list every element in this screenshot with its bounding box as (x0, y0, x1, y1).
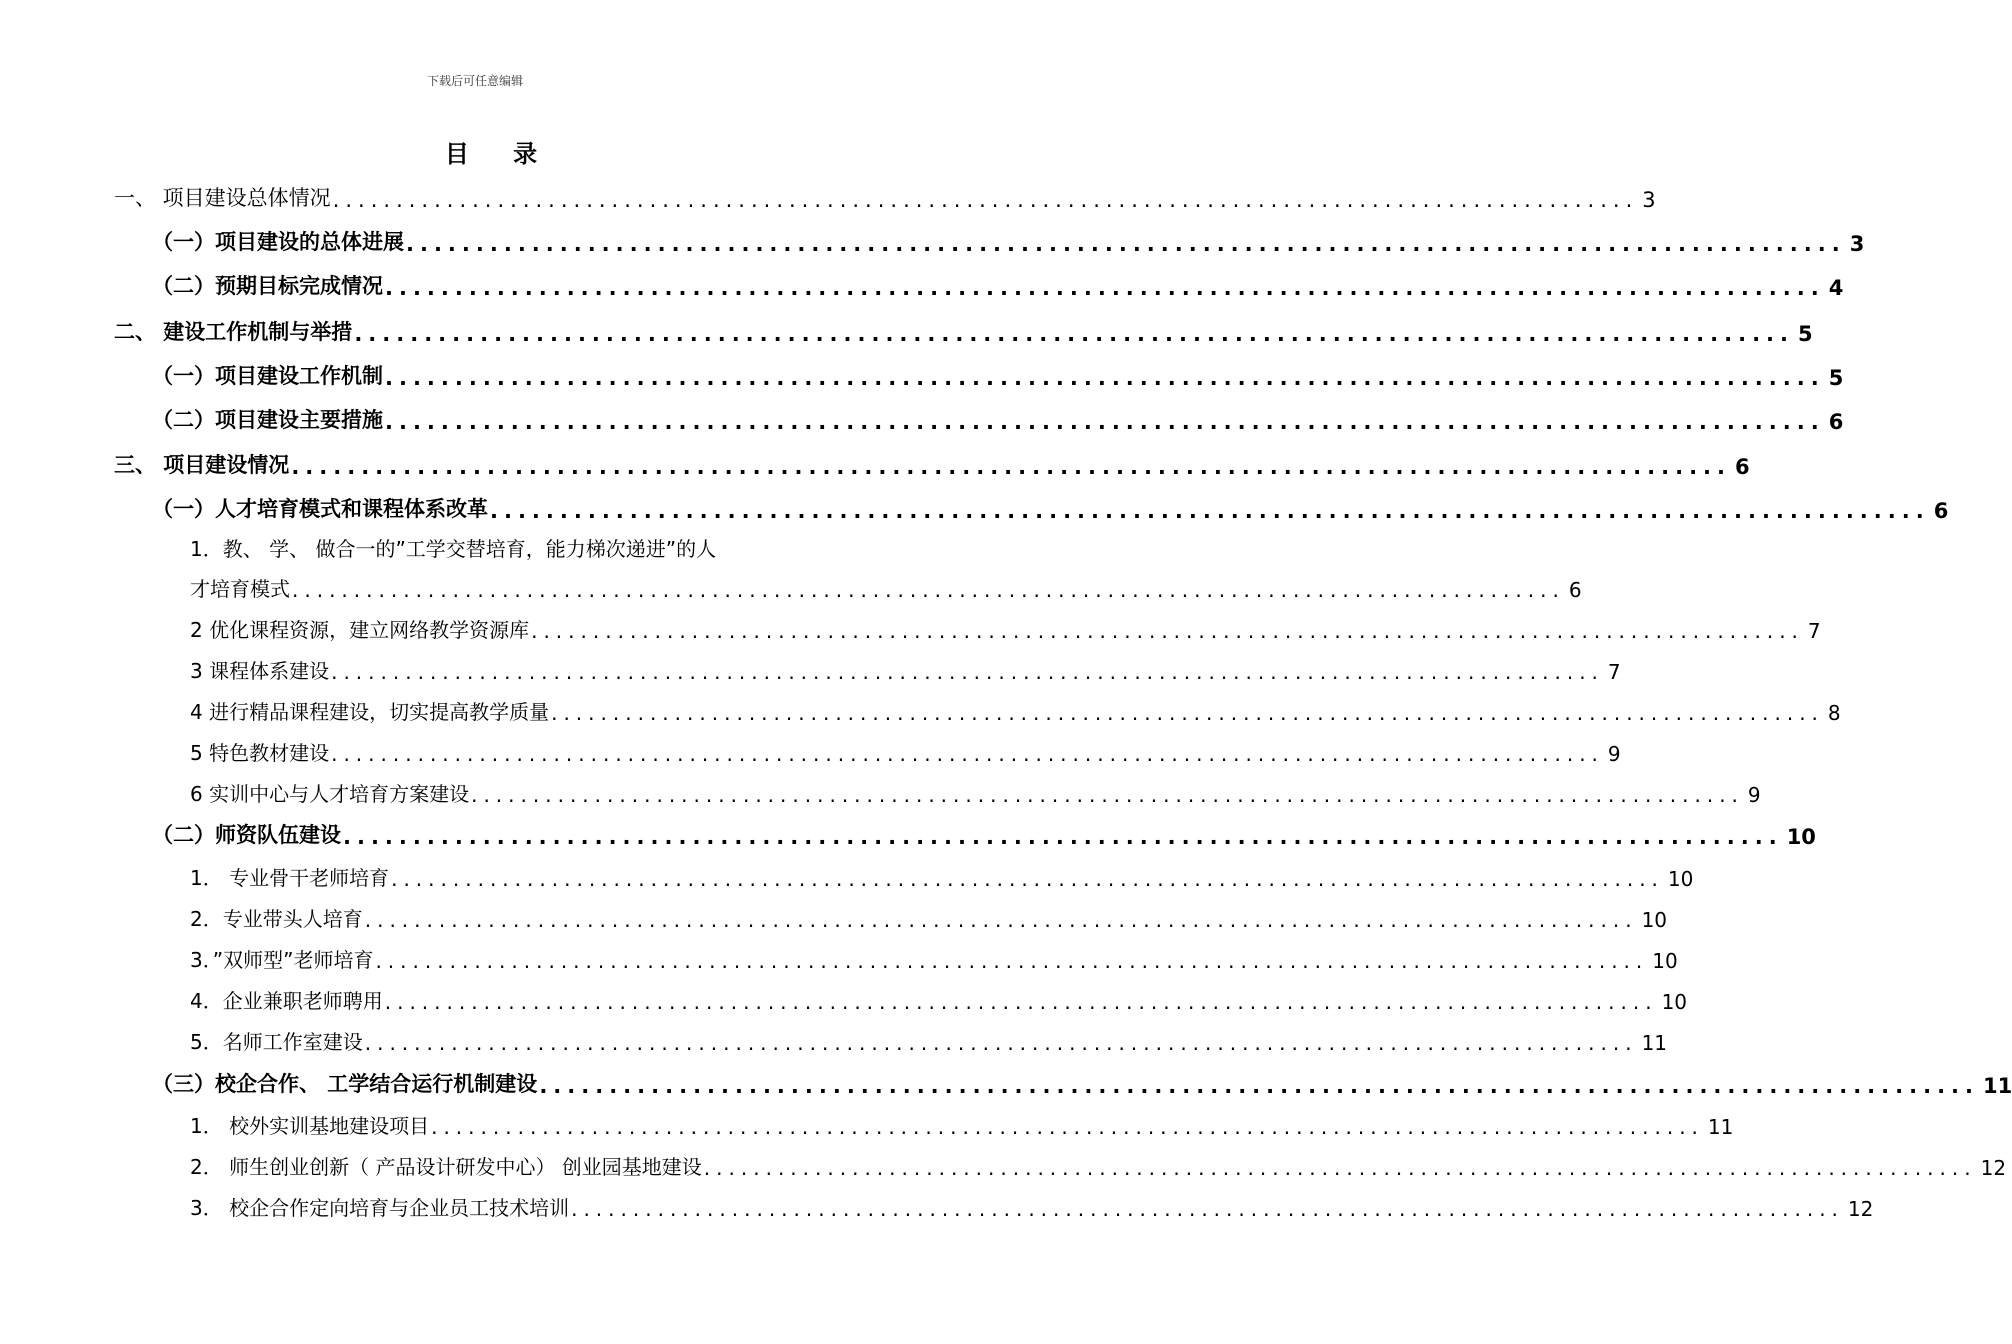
toc-leader-dots: ....................................................................................................... (551, 701, 1824, 725)
toc-leader-dots: ....................................................................................................... (406, 232, 1846, 256)
toc-page-number: 4 (1828, 276, 1844, 300)
toc-page-number: 11 (1707, 1115, 1734, 1139)
toc-entry[interactable] (0, 773, 1761, 807)
toc-entry[interactable] (0, 980, 1688, 1014)
toc-leader-dots: ....................................................................................................... (292, 578, 1565, 602)
toc-label: （二）项目建设主要措施 (152, 408, 383, 432)
toc-entry[interactable] (0, 312, 1813, 346)
toc-leader-dots: ....................................................................................................... (431, 1115, 1704, 1139)
toc-leader-dots: ....................................................................................................... (384, 990, 1658, 1014)
toc-entry[interactable] (0, 489, 1949, 523)
toc-label: 1． 校外实训基地建设项目 (190, 1114, 430, 1138)
toc-label: 5．名师工作室建设 (190, 1030, 363, 1054)
toc-entry[interactable] (0, 1105, 1734, 1139)
toc-label: （三）校企合作、 工学结合运行机制建设 (152, 1072, 538, 1096)
toc-page-number: 12 (1980, 1156, 2007, 1180)
toc-label: 3 课程体系建设 (190, 659, 330, 683)
toc-entry[interactable] (0, 1187, 1874, 1221)
toc-entry[interactable] (0, 266, 1844, 300)
toc-leader-dots: ....................................................................................................... (364, 1031, 1638, 1055)
toc-leader-dots: ....................................................................................................... (364, 908, 1638, 932)
toc-entry[interactable] (0, 1064, 2012, 1098)
toc-label: 4 进行精品课程建设，切实提高教学质量 (190, 700, 550, 724)
toc-label: 三、 项目建设情况 (114, 453, 290, 477)
toc-page-number: 3 (1642, 188, 1656, 212)
toc-label: （一）项目建设工作机制 (152, 364, 383, 388)
toc-leader-dots: ....................................................................................................... (331, 660, 1604, 684)
toc-label: 6 实训中心与人才培育方案建设 (190, 782, 470, 806)
toc-page-number: 9 (1747, 783, 1761, 807)
toc-leader-dots: ....................................................................................................... (332, 188, 1639, 212)
toc-label: 2 优化课程资源，建立网络教学资源库 (190, 618, 530, 642)
toc-leader-dots: ....................................................................................................... (531, 619, 1804, 643)
toc-entry[interactable] (0, 356, 1844, 390)
toc-leader-dots: ....................................................................................................... (375, 949, 1649, 973)
page-header: 下载后可任意编辑 (426, 74, 523, 88)
toc-page-number: 8 (1827, 701, 1841, 725)
toc-leader-dots: ....................................................................................................... (343, 825, 1783, 849)
toc-entry[interactable] (0, 857, 1694, 891)
toc-label: 二、 建设工作机制与举措 (114, 320, 353, 344)
toc-entry[interactable] (0, 898, 1668, 932)
toc-label-line1: 1．教、 学、 做合一的”工学交替培育，能力梯次递进”的人 (190, 537, 717, 561)
toc-page-number: 3 (1849, 232, 1865, 256)
toc-page-number: 11 (1983, 1074, 2012, 1098)
toc-label: （一）人才培育模式和课程体系改革 (152, 497, 488, 521)
toc-label: 4．企业兼职老师聘用 (190, 989, 383, 1013)
toc-page-number: 10 (1661, 990, 1688, 1014)
toc-page-number: 6 (1735, 455, 1750, 479)
toc-page-number: 10 (1652, 949, 1678, 973)
toc-entry[interactable] (0, 609, 1821, 643)
toc-entry[interactable] (0, 568, 1582, 602)
toc-page-number: 6 (1828, 410, 1844, 434)
toc-label: 一、 项目建设总体情况 (114, 186, 331, 210)
toc-page-number: 12 (1847, 1197, 1874, 1221)
toc-page-number: 10 (1786, 825, 1816, 849)
toc-label: 2． 师生创业创新（ 产品设计研发中心） 创业园基地建设 (190, 1155, 702, 1179)
toc-page-number: 6 (1933, 499, 1949, 523)
toc-label: 才培育模式 (190, 577, 290, 601)
toc-leader-dots: ....................................................................................................... (331, 742, 1604, 766)
toc-leader-dots: ....................................................................................................... (391, 867, 1664, 891)
toc-page-number: 10 (1667, 867, 1694, 891)
toc-label: 2．专业带头人培育 (190, 907, 363, 931)
toc-entry[interactable] (0, 650, 1621, 684)
toc-leader-dots: ....................................................................................................... (385, 410, 1825, 434)
toc-leader-dots: ....................................................................................................... (490, 499, 1930, 523)
toc-label: 1． 专业骨干老师培育 (190, 866, 390, 890)
toc-entry[interactable] (0, 691, 1841, 725)
toc-label: 5 特色教材建设 (190, 741, 330, 765)
toc-label: （二）师资队伍建设 (152, 823, 341, 847)
toc-entry[interactable] (0, 1146, 2007, 1180)
toc-leader-dots: ....................................................................................................... (385, 366, 1825, 390)
toc-leader-dots: ....................................................................................................... (354, 322, 1794, 346)
toc-label: （二）预期目标完成情况 (152, 274, 383, 298)
toc-entry[interactable] (0, 222, 1865, 256)
toc-entry[interactable] (0, 400, 1844, 434)
toc-leader-dots: ....................................................................................................... (471, 783, 1744, 807)
page-title: 目 录 (444, 140, 556, 168)
toc-leader-dots: ....................................................................................................... (291, 455, 1731, 479)
toc-page-number: 6 (1568, 578, 1582, 602)
toc-leader-dots: ....................................................................................................... (703, 1156, 1977, 1180)
toc-leader-dots: ....................................................................................................... (571, 1197, 1844, 1221)
toc-entry[interactable] (0, 815, 1816, 849)
toc-label: 3． 校企合作定向培育与企业员工技术培训 (190, 1196, 570, 1220)
toc-entry[interactable] (0, 732, 1621, 766)
toc-page-number: 7 (1807, 619, 1821, 643)
toc-entry[interactable] (0, 178, 1656, 212)
toc-label: （一）项目建设的总体进展 (152, 230, 404, 254)
toc-page-number: 10 (1641, 908, 1668, 932)
toc-leader-dots: ....................................................................................................... (385, 276, 1825, 300)
toc-page-number: 9 (1607, 742, 1621, 766)
toc-label: 3．”双师型”老师培育 (190, 948, 374, 972)
toc-entry[interactable] (0, 939, 1678, 973)
toc-leader-dots: ....................................................................................................... (539, 1074, 1979, 1098)
toc-page-number: 7 (1607, 660, 1621, 684)
toc-entry[interactable] (0, 445, 1750, 479)
toc-entry[interactable] (0, 1021, 1668, 1055)
toc-page-number: 5 (1798, 322, 1813, 346)
toc-page-number: 5 (1828, 366, 1844, 390)
toc-page-number: 11 (1641, 1031, 1668, 1055)
